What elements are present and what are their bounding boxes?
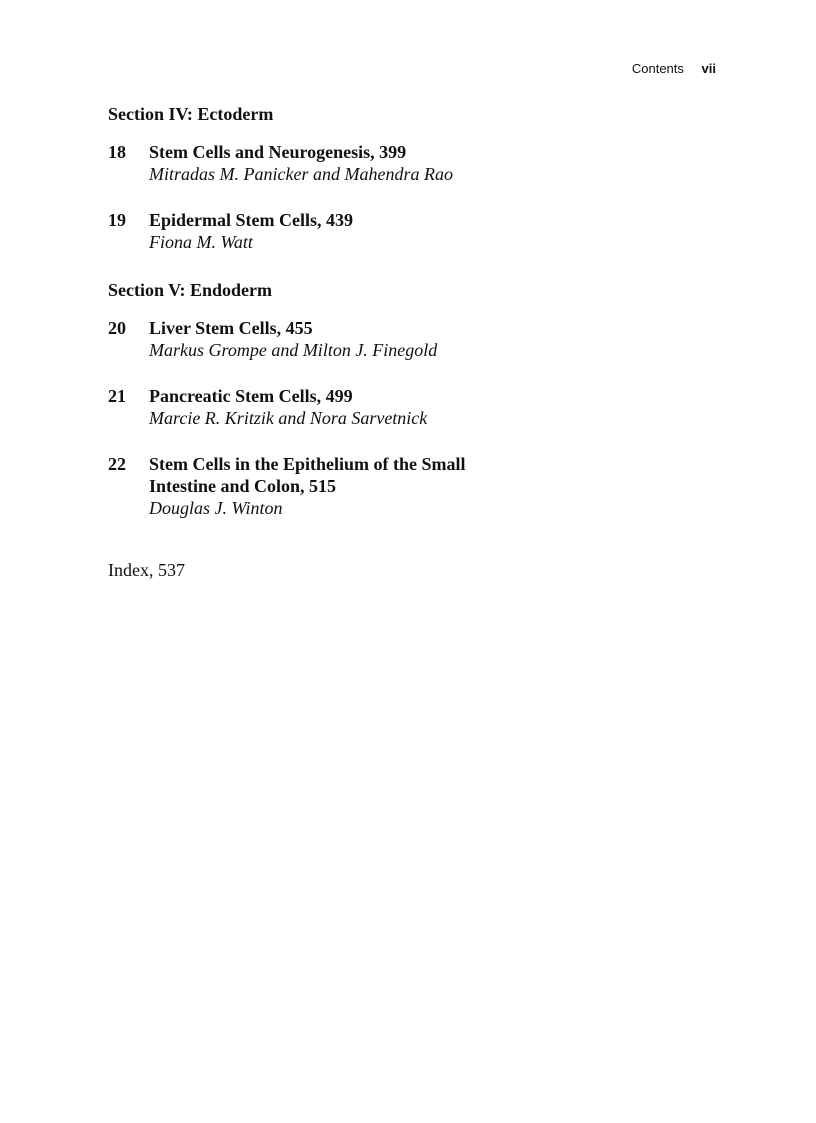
chapter-authors: Mitradas M. Panicker and Mahendra Rao [149,164,453,184]
chapter-number: 20 [108,318,126,338]
chapter-title: Pancreatic Stem Cells, 499 [149,386,353,406]
section-heading-endoderm: Section V: Endoderm [108,280,273,300]
chapter-authors: Marcie R. Kritzik and Nora Sarvetnick [149,408,428,428]
chapter-title: Stem Cells and Neurogenesis, 399 [149,142,407,162]
running-head-title: Contents [631,61,684,76]
page-number: vii [701,61,716,76]
chapter-number: 22 [108,454,126,474]
chapter-title-line-2: Intestine and Colon, 515 [149,476,337,496]
toc-entry-chapter-18[interactable] [108,141,708,185]
chapter-number: 19 [108,210,126,230]
toc-entry-chapter-21[interactable] [108,385,708,429]
chapter-number: 18 [108,142,126,162]
running-head [632,61,716,77]
chapter-authors: Markus Grompe and Milton J. Finegold [149,340,438,360]
toc-entry-index[interactable]: Index, 537 [108,560,185,580]
table-of-contents [108,103,708,581]
toc-entry-chapter-19[interactable] [108,209,708,253]
chapter-authors: Fiona M. Watt [149,232,253,252]
section-heading-ectoderm: Section IV: Ectoderm [108,104,274,124]
chapter-title-line-1: Stem Cells in the Epithelium of the Small [149,454,466,474]
chapter-number: 21 [108,386,126,406]
toc-entry-chapter-20[interactable] [108,317,708,361]
chapter-authors: Douglas J. Winton [149,498,283,518]
chapter-title: Liver Stem Cells, 455 [149,318,313,338]
toc-entry-chapter-22[interactable] [108,453,708,519]
chapter-title: Epidermal Stem Cells, 439 [149,210,353,230]
